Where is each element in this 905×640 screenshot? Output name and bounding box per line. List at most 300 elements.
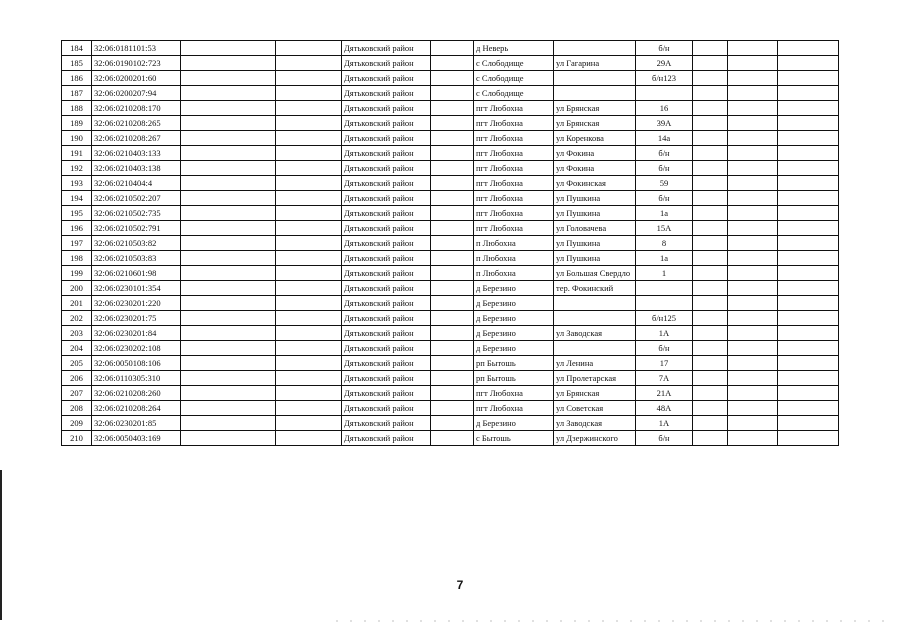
district-cell: Дятьковский район bbox=[342, 281, 431, 296]
row-number-cell: 207 bbox=[62, 386, 92, 401]
cadastral-number-cell: 32:06:0110305:310 bbox=[92, 371, 181, 386]
empty-cell bbox=[728, 341, 778, 356]
house-number-cell: 48А bbox=[636, 401, 693, 416]
empty-cell bbox=[693, 176, 728, 191]
empty-cell bbox=[276, 386, 342, 401]
street-cell: ул Советская bbox=[554, 401, 636, 416]
street-cell: ул Фокинская bbox=[554, 176, 636, 191]
house-number-cell: 1а bbox=[636, 206, 693, 221]
empty-cell bbox=[693, 401, 728, 416]
empty-cell bbox=[181, 56, 276, 71]
row-number-cell: 205 bbox=[62, 356, 92, 371]
house-number-cell: б/н bbox=[636, 41, 693, 56]
empty-cell bbox=[181, 296, 276, 311]
house-number-cell: б/н bbox=[636, 161, 693, 176]
row-number-cell: 189 bbox=[62, 116, 92, 131]
house-number-cell: б/н bbox=[636, 341, 693, 356]
cadastral-number-cell: 32:06:0230201:220 bbox=[92, 296, 181, 311]
empty-cell bbox=[778, 326, 839, 341]
empty-cell bbox=[778, 161, 839, 176]
empty-cell bbox=[728, 236, 778, 251]
empty-cell bbox=[276, 371, 342, 386]
empty-cell bbox=[431, 191, 474, 206]
cadastral-number-cell: 32:06:0230201:75 bbox=[92, 311, 181, 326]
empty-cell bbox=[431, 176, 474, 191]
empty-cell bbox=[181, 236, 276, 251]
house-number-cell: 1а bbox=[636, 251, 693, 266]
empty-cell bbox=[778, 86, 839, 101]
empty-cell bbox=[778, 266, 839, 281]
empty-cell bbox=[693, 191, 728, 206]
empty-cell bbox=[728, 176, 778, 191]
street-cell bbox=[554, 86, 636, 101]
empty-cell bbox=[778, 221, 839, 236]
row-number-cell: 199 bbox=[62, 266, 92, 281]
empty-cell bbox=[693, 56, 728, 71]
row-number-cell: 187 bbox=[62, 86, 92, 101]
district-cell: Дятьковский район bbox=[342, 101, 431, 116]
empty-cell bbox=[778, 371, 839, 386]
empty-cell bbox=[728, 131, 778, 146]
empty-cell bbox=[693, 206, 728, 221]
empty-cell bbox=[728, 206, 778, 221]
cadastral-number-cell: 32:06:0210503:82 bbox=[92, 236, 181, 251]
cadastral-number-cell: 32:06:0190102:723 bbox=[92, 56, 181, 71]
empty-cell bbox=[693, 281, 728, 296]
empty-cell bbox=[431, 251, 474, 266]
empty-cell bbox=[276, 251, 342, 266]
empty-cell bbox=[431, 221, 474, 236]
empty-cell bbox=[693, 161, 728, 176]
row-number-cell: 186 bbox=[62, 71, 92, 86]
settlement-cell: д Неверь bbox=[474, 41, 554, 56]
settlement-cell: пгт Любохна bbox=[474, 101, 554, 116]
table-row bbox=[62, 206, 839, 221]
district-cell: Дятьковский район bbox=[342, 356, 431, 371]
cadastral-number-cell: 32:06:0210208:267 bbox=[92, 131, 181, 146]
empty-cell bbox=[181, 206, 276, 221]
table-row bbox=[62, 266, 839, 281]
empty-cell bbox=[693, 116, 728, 131]
empty-cell bbox=[778, 206, 839, 221]
district-cell: Дятьковский район bbox=[342, 71, 431, 86]
district-cell: Дятьковский район bbox=[342, 206, 431, 221]
row-number-cell: 208 bbox=[62, 401, 92, 416]
table-row bbox=[62, 86, 839, 101]
settlement-cell: п Любохна bbox=[474, 266, 554, 281]
house-number-cell: б/н125 bbox=[636, 311, 693, 326]
scan-edge-line bbox=[0, 470, 2, 620]
empty-cell bbox=[778, 341, 839, 356]
street-cell: ул Заводская bbox=[554, 416, 636, 431]
empty-cell bbox=[431, 431, 474, 446]
empty-cell bbox=[181, 131, 276, 146]
empty-cell bbox=[431, 86, 474, 101]
district-cell: Дятьковский район bbox=[342, 161, 431, 176]
street-cell bbox=[554, 311, 636, 326]
empty-cell bbox=[276, 71, 342, 86]
settlement-cell: пгт Любохна bbox=[474, 401, 554, 416]
empty-cell bbox=[181, 431, 276, 446]
empty-cell bbox=[693, 326, 728, 341]
district-cell: Дятьковский район bbox=[342, 296, 431, 311]
table-row bbox=[62, 56, 839, 71]
house-number-cell bbox=[636, 296, 693, 311]
settlement-cell: пгт Любохна bbox=[474, 191, 554, 206]
row-number-cell: 201 bbox=[62, 296, 92, 311]
table-row bbox=[62, 116, 839, 131]
row-number-cell: 192 bbox=[62, 161, 92, 176]
street-cell: ул Пролетарская bbox=[554, 371, 636, 386]
district-cell: Дятьковский район bbox=[342, 56, 431, 71]
empty-cell bbox=[181, 356, 276, 371]
empty-cell bbox=[693, 356, 728, 371]
district-cell: Дятьковский район bbox=[342, 146, 431, 161]
empty-cell bbox=[276, 416, 342, 431]
settlement-cell: пгт Любохна bbox=[474, 131, 554, 146]
empty-cell bbox=[181, 221, 276, 236]
street-cell: ул Головачева bbox=[554, 221, 636, 236]
empty-cell bbox=[276, 341, 342, 356]
empty-cell bbox=[778, 101, 839, 116]
empty-cell bbox=[181, 71, 276, 86]
house-number-cell: 1 bbox=[636, 266, 693, 281]
district-cell: Дятьковский район bbox=[342, 191, 431, 206]
empty-cell bbox=[181, 86, 276, 101]
district-cell: Дятьковский район bbox=[342, 116, 431, 131]
cadastral-number-cell: 32:06:0210601:98 bbox=[92, 266, 181, 281]
empty-cell bbox=[276, 311, 342, 326]
house-number-cell bbox=[636, 281, 693, 296]
table-row bbox=[62, 191, 839, 206]
settlement-cell: пгт Любохна bbox=[474, 206, 554, 221]
empty-cell bbox=[276, 176, 342, 191]
empty-cell bbox=[728, 191, 778, 206]
settlement-cell: п Любохна bbox=[474, 236, 554, 251]
empty-cell bbox=[778, 236, 839, 251]
street-cell: ул Пушкина bbox=[554, 251, 636, 266]
row-number-cell: 190 bbox=[62, 131, 92, 146]
district-cell: Дятьковский район bbox=[342, 431, 431, 446]
cadastral-number-cell: 32:06:0210502:735 bbox=[92, 206, 181, 221]
empty-cell bbox=[778, 431, 839, 446]
settlement-cell: рп Бытошь bbox=[474, 371, 554, 386]
empty-cell bbox=[693, 131, 728, 146]
empty-cell bbox=[276, 41, 342, 56]
empty-cell bbox=[181, 416, 276, 431]
street-cell: ул Брянская bbox=[554, 101, 636, 116]
empty-cell bbox=[778, 71, 839, 86]
empty-cell bbox=[728, 86, 778, 101]
row-number-cell: 197 bbox=[62, 236, 92, 251]
table-row bbox=[62, 236, 839, 251]
house-number-cell: 1А bbox=[636, 416, 693, 431]
empty-cell bbox=[276, 116, 342, 131]
cadastral-number-cell: 32:06:0050108:106 bbox=[92, 356, 181, 371]
empty-cell bbox=[276, 131, 342, 146]
house-number-cell bbox=[636, 86, 693, 101]
street-cell: ул Коренкова bbox=[554, 131, 636, 146]
settlement-cell: рп Бытошь bbox=[474, 356, 554, 371]
row-number-cell: 209 bbox=[62, 416, 92, 431]
table-row bbox=[62, 416, 839, 431]
empty-cell bbox=[693, 266, 728, 281]
table-row bbox=[62, 401, 839, 416]
street-cell: ул Гагарина bbox=[554, 56, 636, 71]
empty-cell bbox=[728, 116, 778, 131]
scan-artifact-dots bbox=[330, 620, 890, 622]
table-row bbox=[62, 251, 839, 266]
empty-cell bbox=[728, 431, 778, 446]
cadastral-number-cell: 32:06:0230202:108 bbox=[92, 341, 181, 356]
settlement-cell: д Березино bbox=[474, 281, 554, 296]
empty-cell bbox=[728, 251, 778, 266]
empty-cell bbox=[276, 431, 342, 446]
empty-cell bbox=[728, 41, 778, 56]
table-row bbox=[62, 326, 839, 341]
house-number-cell: б/н bbox=[636, 431, 693, 446]
settlement-cell: пгт Любохна bbox=[474, 176, 554, 191]
empty-cell bbox=[778, 116, 839, 131]
settlement-cell: с Слободище bbox=[474, 86, 554, 101]
empty-cell bbox=[728, 356, 778, 371]
empty-cell bbox=[778, 191, 839, 206]
district-cell: Дятьковский район bbox=[342, 236, 431, 251]
house-number-cell: б/н bbox=[636, 191, 693, 206]
empty-cell bbox=[431, 101, 474, 116]
table-row bbox=[62, 41, 839, 56]
house-number-cell: 14а bbox=[636, 131, 693, 146]
empty-cell bbox=[693, 311, 728, 326]
empty-cell bbox=[181, 41, 276, 56]
table-row bbox=[62, 131, 839, 146]
empty-cell bbox=[181, 116, 276, 131]
district-cell: Дятьковский район bbox=[342, 416, 431, 431]
empty-cell bbox=[181, 386, 276, 401]
street-cell bbox=[554, 41, 636, 56]
street-cell bbox=[554, 71, 636, 86]
empty-cell bbox=[276, 206, 342, 221]
empty-cell bbox=[728, 371, 778, 386]
empty-cell bbox=[276, 56, 342, 71]
cadastral-number-cell: 32:06:0230201:84 bbox=[92, 326, 181, 341]
empty-cell bbox=[728, 281, 778, 296]
empty-cell bbox=[431, 161, 474, 176]
table-row bbox=[62, 431, 839, 446]
empty-cell bbox=[778, 416, 839, 431]
row-number-cell: 188 bbox=[62, 101, 92, 116]
empty-cell bbox=[181, 191, 276, 206]
empty-cell bbox=[431, 116, 474, 131]
street-cell: ул Дзержинского bbox=[554, 431, 636, 446]
table-row bbox=[62, 281, 839, 296]
settlement-cell: п Любохна bbox=[474, 251, 554, 266]
row-number-cell: 198 bbox=[62, 251, 92, 266]
table-row bbox=[62, 221, 839, 236]
table-row bbox=[62, 296, 839, 311]
empty-cell bbox=[778, 146, 839, 161]
street-cell: ул Фокина bbox=[554, 161, 636, 176]
row-number-cell: 195 bbox=[62, 206, 92, 221]
empty-cell bbox=[728, 266, 778, 281]
empty-cell bbox=[431, 401, 474, 416]
settlement-cell: пгт Любохна bbox=[474, 146, 554, 161]
empty-cell bbox=[276, 281, 342, 296]
empty-cell bbox=[276, 86, 342, 101]
house-number-cell: 17 bbox=[636, 356, 693, 371]
empty-cell bbox=[693, 86, 728, 101]
street-cell: тер. Фокинский bbox=[554, 281, 636, 296]
empty-cell bbox=[693, 71, 728, 86]
row-number-cell: 184 bbox=[62, 41, 92, 56]
street-cell: ул Пушкина bbox=[554, 191, 636, 206]
empty-cell bbox=[728, 56, 778, 71]
empty-cell bbox=[276, 221, 342, 236]
empty-cell bbox=[181, 266, 276, 281]
cadastral-number-cell: 32:06:0200207:94 bbox=[92, 86, 181, 101]
settlement-cell: пгт Любохна bbox=[474, 386, 554, 401]
table-row bbox=[62, 386, 839, 401]
empty-cell bbox=[693, 341, 728, 356]
cadastral-number-cell: 32:06:0210403:138 bbox=[92, 161, 181, 176]
registry-table-body bbox=[62, 41, 839, 446]
row-number-cell: 194 bbox=[62, 191, 92, 206]
house-number-cell: 29А bbox=[636, 56, 693, 71]
table-row bbox=[62, 176, 839, 191]
district-cell: Дятьковский район bbox=[342, 341, 431, 356]
empty-cell bbox=[728, 221, 778, 236]
street-cell: ул Пушкина bbox=[554, 236, 636, 251]
empty-cell bbox=[276, 356, 342, 371]
house-number-cell: 16 bbox=[636, 101, 693, 116]
empty-cell bbox=[181, 146, 276, 161]
cadastral-number-cell: 32:06:0230201:85 bbox=[92, 416, 181, 431]
cadastral-number-cell: 32:06:0210208:170 bbox=[92, 101, 181, 116]
empty-cell bbox=[693, 386, 728, 401]
empty-cell bbox=[276, 296, 342, 311]
empty-cell bbox=[693, 251, 728, 266]
cadastral-number-cell: 32:06:0210502:791 bbox=[92, 221, 181, 236]
empty-cell bbox=[276, 236, 342, 251]
empty-cell bbox=[693, 431, 728, 446]
district-cell: Дятьковский район bbox=[342, 251, 431, 266]
row-number-cell: 200 bbox=[62, 281, 92, 296]
page-number: 7 bbox=[456, 578, 464, 592]
house-number-cell: б/н bbox=[636, 146, 693, 161]
empty-cell bbox=[728, 416, 778, 431]
house-number-cell: 59 bbox=[636, 176, 693, 191]
house-number-cell: 15А bbox=[636, 221, 693, 236]
empty-cell bbox=[431, 341, 474, 356]
street-cell: ул Заводская bbox=[554, 326, 636, 341]
empty-cell bbox=[181, 371, 276, 386]
empty-cell bbox=[431, 356, 474, 371]
table-row bbox=[62, 311, 839, 326]
cadastral-number-cell: 32:06:0210208:265 bbox=[92, 116, 181, 131]
cadastral-number-cell: 32:06:0050403:169 bbox=[92, 431, 181, 446]
settlement-cell: д Березино bbox=[474, 311, 554, 326]
empty-cell bbox=[431, 41, 474, 56]
empty-cell bbox=[431, 71, 474, 86]
empty-cell bbox=[778, 176, 839, 191]
empty-cell bbox=[276, 191, 342, 206]
street-cell: ул Большая Свердло bbox=[554, 266, 636, 281]
cadastral-number-cell: 32:06:0210502:207 bbox=[92, 191, 181, 206]
row-number-cell: 191 bbox=[62, 146, 92, 161]
table-row bbox=[62, 356, 839, 371]
row-number-cell: 196 bbox=[62, 221, 92, 236]
settlement-cell: д Березино bbox=[474, 416, 554, 431]
empty-cell bbox=[778, 296, 839, 311]
empty-cell bbox=[431, 386, 474, 401]
district-cell: Дятьковский район bbox=[342, 371, 431, 386]
empty-cell bbox=[431, 281, 474, 296]
empty-cell bbox=[431, 146, 474, 161]
empty-cell bbox=[778, 356, 839, 371]
district-cell: Дятьковский район bbox=[342, 41, 431, 56]
empty-cell bbox=[431, 206, 474, 221]
house-number-cell: 1А bbox=[636, 326, 693, 341]
district-cell: Дятьковский район bbox=[342, 266, 431, 281]
table-row bbox=[62, 146, 839, 161]
row-number-cell: 193 bbox=[62, 176, 92, 191]
house-number-cell: б/н123 bbox=[636, 71, 693, 86]
empty-cell bbox=[181, 326, 276, 341]
empty-cell bbox=[728, 101, 778, 116]
empty-cell bbox=[181, 401, 276, 416]
empty-cell bbox=[728, 386, 778, 401]
empty-cell bbox=[728, 71, 778, 86]
empty-cell bbox=[728, 311, 778, 326]
table-row bbox=[62, 161, 839, 176]
empty-cell bbox=[181, 161, 276, 176]
cadastral-number-cell: 32:06:0210503:83 bbox=[92, 251, 181, 266]
empty-cell bbox=[431, 371, 474, 386]
empty-cell bbox=[276, 146, 342, 161]
street-cell: ул Пушкина bbox=[554, 206, 636, 221]
cadastral-number-cell: 32:06:0210208:264 bbox=[92, 401, 181, 416]
district-cell: Дятьковский район bbox=[342, 86, 431, 101]
empty-cell bbox=[276, 161, 342, 176]
settlement-cell: д Березино bbox=[474, 341, 554, 356]
empty-cell bbox=[431, 416, 474, 431]
empty-cell bbox=[431, 296, 474, 311]
row-number-cell: 202 bbox=[62, 311, 92, 326]
street-cell: ул Ленина bbox=[554, 356, 636, 371]
cadastral-number-cell: 32:06:0181101:53 bbox=[92, 41, 181, 56]
settlement-cell: д Березино bbox=[474, 296, 554, 311]
district-cell: Дятьковский район bbox=[342, 326, 431, 341]
cadastral-number-cell: 32:06:0210404:4 bbox=[92, 176, 181, 191]
street-cell: ул Брянская bbox=[554, 116, 636, 131]
empty-cell bbox=[181, 281, 276, 296]
empty-cell bbox=[728, 326, 778, 341]
house-number-cell: 39А bbox=[636, 116, 693, 131]
empty-cell bbox=[693, 236, 728, 251]
table-row bbox=[62, 371, 839, 386]
property-registry-table bbox=[61, 40, 839, 446]
settlement-cell: пгт Любохна bbox=[474, 161, 554, 176]
table-row bbox=[62, 71, 839, 86]
empty-cell bbox=[778, 41, 839, 56]
district-cell: Дятьковский район bbox=[342, 311, 431, 326]
empty-cell bbox=[693, 296, 728, 311]
empty-cell bbox=[728, 296, 778, 311]
row-number-cell: 185 bbox=[62, 56, 92, 71]
empty-cell bbox=[276, 266, 342, 281]
empty-cell bbox=[431, 311, 474, 326]
row-number-cell: 206 bbox=[62, 371, 92, 386]
